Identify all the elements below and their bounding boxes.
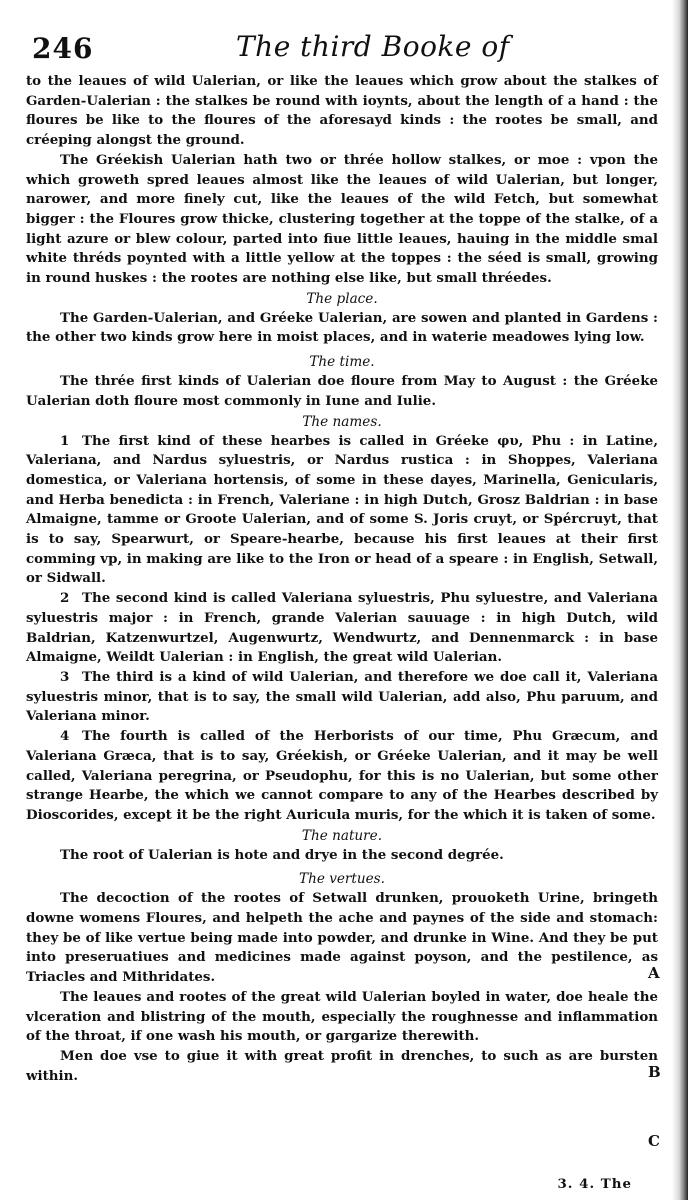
names-item-2 xyxy=(26,589,658,668)
nature-paragraph: The root of Ualerian is hote and drye in the second degrée. xyxy=(60,846,504,863)
names-item-4 xyxy=(26,727,658,826)
vertues-paragraph-1: The decoction of the rootes of Setwall drunken, prouoketh Urine, bringeth downe womens Floures, and helpeth the ache and paynes of the side and stomach: they be of like vertue being made into powder, and drunke in Wine. And they be put into preseruatiues and medicines made against poyson, and the pestilence, as Triacles and Mithridates. xyxy=(26,890,658,986)
names-item-1 xyxy=(26,432,658,590)
section-heading-names: The names. xyxy=(302,413,382,430)
item-number: 4 xyxy=(60,728,70,745)
vertues-paragraph-2: The leaues and rootes of the great wild Ualerian boyled in water, doe heale the vlceration and blistring of the mouth, especially the roughnesse and inflammation of the throat, if one wash his mouth, or gargarize therewith. xyxy=(26,988,658,1045)
names-item-text: The first kind of these hearbes is called in Gréeke φυ, Phu : in Latine, Valeriana, and Nardus syluestris, or Nardus rustica : in Shoppes, Valeriana domestica, or Valeriana hortensis, of some in these dayes, Marinella, Genicularis, and Herba benedicta : in French, Valeriane : in high Dutch, Grosz Baldrian : in base Almaigne, tamme or Groote Ualerian, and of some S. Joris cruyt, or Spércruyt, that is to say, Spearwurt, or Speare-hearbe, because his first leaues at their first comming vp, in making are like to the Iron or head of a speare : in English, Setwall, or Sidwall. xyxy=(26,432,658,587)
vertues-paragraph-3: Men doe vse to giue it with great profit in drenches, to such as are bursten within. xyxy=(26,1047,658,1084)
time-paragraph: The thrée first kinds of Ualerian doe floure from May to August : the Gréeke Ualerian doth floure most commonly in Iune and Iulie. xyxy=(26,373,658,409)
place-paragraph: The Garden-Ualerian, and Gréeke Ualerian, are sowen and planted in Gardens : the other two kinds grow here in moist places, and in waterie meadowes lying low. xyxy=(26,309,658,346)
running-head: The third Booke of xyxy=(236,30,510,63)
page-number: 246 xyxy=(32,32,94,65)
item-number: 1 xyxy=(60,432,70,449)
section-heading-vertues: The vertues. xyxy=(299,871,385,888)
section-heading-place: The place. xyxy=(306,290,378,307)
item-number: 2 xyxy=(60,590,70,607)
item-number: 3 xyxy=(60,668,70,685)
section-heading-time: The time. xyxy=(309,354,375,371)
description-paragraph-1: to the leaues of wild Ualerian, or like the leaues which grow about the stalkes of Garden-Ualerian : the stalkes be round with ioynts, about the length of a hand : the floures be like to the floures of the aforesayd kinds : the rootes be small, and créeping alongst the ground. xyxy=(26,73,658,149)
names-item-text: The second kind is called Valeriana syluestris, Phu syluestre, and Valeriana syluestris major : in French, grande Valerian sauuage : in high Dutch, wild Baldrian, Katzenwurtzel, Augenwurtz, Wendwurtz, and Dennenmarck : in base Almaigne, Weildt Ualerian : in English, the great wild Ualerian. xyxy=(26,590,658,666)
names-item-3 xyxy=(26,668,658,727)
catchword: 3. 4. The xyxy=(557,1176,632,1192)
names-item-text: The third is a kind of wild Ualerian, and therefore we doe call it, Valeriana syluestris minor, that is to say, the small wild Ualerian, add also, Phu paruum, and Valeriana minor. xyxy=(26,668,658,725)
margin-note-a: A xyxy=(648,964,660,982)
description-paragraph-2: The Gréekish Ualerian hath two or thrée hollow stalkes, or moe : vpon the which groweth spred leaues almost like the leaues of wild Ualerian, but longer, narower, and more finely cut, like the leaues of the wild Fetch, but somewhat bigger : the Floures grow thicke, clustering together at the toppe of the stalke, of a light azure or blew colour, parted into fiue little leaues, hauing in the middle smal white thréds poynted with a little yellow at the toppes : the séed is small, growing in round huskes : the rootes are nothing else like, but small thréedes. xyxy=(26,151,658,287)
margin-note-c: C xyxy=(648,1132,660,1150)
section-heading-nature: The nature. xyxy=(301,827,383,844)
body-text xyxy=(26,72,658,1086)
page-header xyxy=(26,26,658,72)
margin-note-b: B xyxy=(648,1063,661,1081)
book-spine-shadow xyxy=(672,0,688,1200)
names-item-text: The fourth is called of the Herborists of our time, Phu Græcum, and Valeriana Græca, that is to say, Gréekish, or Gréeke Ualerian, and it may be well called, Valeriana peregrina, or Pseudophu, for this is no Ualerian, but some other strange Hearbe, the which we cannot compare to any of the Hearbes described by Dioscorides, except it be the right Auricula muris, for the which it is taken of some. xyxy=(26,728,658,823)
